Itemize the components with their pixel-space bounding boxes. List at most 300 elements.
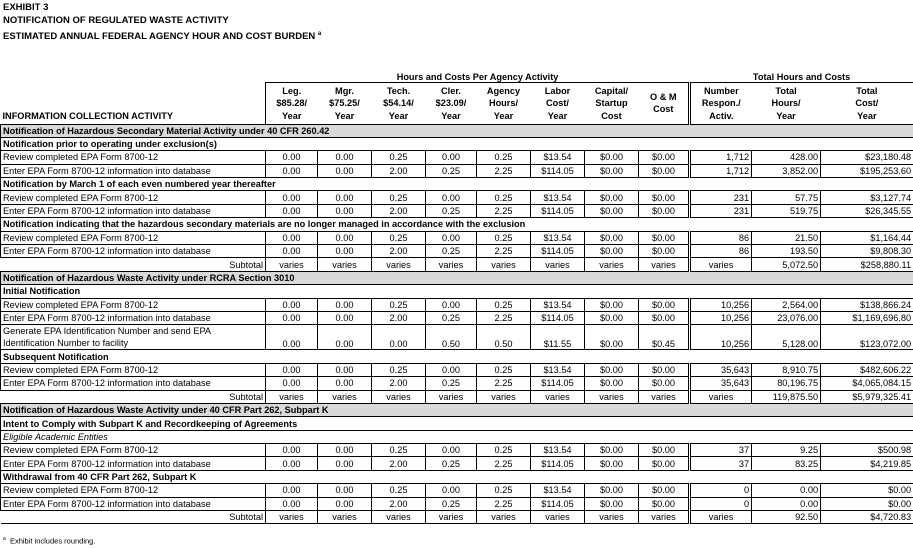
- cell-cler: 0.25: [426, 164, 477, 177]
- header-agency-hours: [477, 83, 531, 125]
- cell-tech: 0.25: [372, 231, 426, 244]
- cell-labor-cost: varies: [531, 511, 585, 524]
- cell-respondents: 35,643: [690, 377, 752, 390]
- cell-leg: varies: [266, 258, 318, 271]
- cell-total-cost: $4,219.85: [821, 457, 913, 470]
- cell-total-cost: $4,720.83: [821, 511, 913, 524]
- cell-total-hours: 9.25: [752, 444, 821, 457]
- cell-cler: 0.00: [426, 363, 477, 376]
- cell-capital-cost: $0.00: [585, 363, 639, 376]
- subtotal-label: Subtotal: [1, 511, 266, 524]
- cell-labor-cost: $13.54: [531, 191, 585, 204]
- header-line: Total: [775, 85, 797, 96]
- cell-agency-hours: 2.25: [477, 311, 531, 324]
- cell-mgr: varies: [318, 390, 372, 403]
- table-row: [1, 151, 913, 164]
- header-line: Cost/: [546, 98, 569, 108]
- section-label: Notification of Hazardous Secondary Material Activity under 40 CFR 260.42: [1, 124, 913, 137]
- cell-mgr: 0.00: [318, 164, 372, 177]
- subsection-row: [1, 285, 913, 298]
- header-column-row: [1, 83, 913, 125]
- cell-total-cost: $5,979,325.41: [821, 390, 913, 403]
- subsection-row: [1, 137, 913, 150]
- cell-om-cost: $0.45: [639, 325, 690, 350]
- cell-total-hours: 8,910.75: [752, 363, 821, 376]
- section-row: [1, 271, 913, 284]
- cell-total-cost: $1,164.44: [821, 231, 913, 244]
- header-total-hours: [752, 83, 821, 125]
- subsection-label: Withdrawal from 40 CFR Part 262, Subpart K: [1, 470, 913, 483]
- category-row: [1, 430, 913, 443]
- cell-leg: 0.00: [266, 231, 318, 244]
- header-respondents: [690, 83, 752, 125]
- subsection-label: Intent to Comply with Subpart K and Recordkeeping of Agreements: [1, 417, 913, 430]
- activity-label: Enter EPA Form 8700-12 information into database: [1, 311, 266, 324]
- table-row: [1, 444, 913, 457]
- cell-tech: 0.25: [372, 298, 426, 311]
- header-line: $85.28/: [276, 98, 308, 108]
- cell-respondents: 1,712: [690, 151, 752, 164]
- activity-label: Review completed EPA Form 8700-12: [1, 151, 266, 164]
- header-line: Mgr.: [335, 85, 354, 96]
- cell-mgr: 0.00: [318, 311, 372, 324]
- subsection-label: Notification by March 1 of each even numbered year thereafter: [1, 178, 913, 191]
- cell-leg: 0.00: [266, 164, 318, 177]
- cell-om-cost: $0.00: [639, 298, 690, 311]
- header-tech: [372, 83, 426, 125]
- header-line: Year: [282, 110, 302, 121]
- cell-om-cost: $0.00: [639, 497, 690, 510]
- cell-mgr: 0.00: [318, 298, 372, 311]
- cell-total-cost: $482,606.22: [821, 363, 913, 376]
- header-line: Year: [547, 110, 568, 121]
- cell-mgr: varies: [318, 511, 372, 524]
- cell-respondents: 10,256: [690, 298, 752, 311]
- cell-labor-cost: $13.54: [531, 363, 585, 376]
- cell-capital-cost: $0.00: [585, 457, 639, 470]
- header-labor-cost: [531, 83, 585, 125]
- header-line: Tech.: [386, 85, 411, 96]
- burden-table: [0, 68, 913, 524]
- cell-om-cost: $0.00: [639, 204, 690, 217]
- cell-respondents: varies: [690, 511, 752, 524]
- activity-label: Review completed EPA Form 8700-12: [1, 363, 266, 376]
- header-line: Startup: [595, 98, 628, 108]
- activity-label: Generate EPA Identification Number and send EPA Identification Number to facility: [1, 325, 266, 350]
- table-row: [1, 377, 913, 390]
- footnote: [3, 536, 95, 546]
- header-line: O & M: [650, 91, 677, 102]
- cell-respondents: varies: [690, 258, 752, 271]
- header-line: Number: [703, 85, 739, 96]
- cell-tech: varies: [372, 258, 426, 271]
- cell-labor-cost: $13.54: [531, 231, 585, 244]
- cell-total-cost: $26,345.55: [821, 204, 913, 217]
- cell-cler: varies: [426, 258, 477, 271]
- cell-agency-hours: 0.50: [477, 325, 531, 350]
- header-line: Year: [857, 110, 877, 121]
- cell-total-cost: $1,169,696.80: [821, 311, 913, 324]
- header-line: Hours/: [488, 98, 519, 108]
- cell-agency-hours: 0.25: [477, 298, 531, 311]
- cell-om-cost: $0.00: [639, 245, 690, 258]
- cell-mgr: 0.00: [318, 204, 372, 217]
- cell-agency-hours: 2.25: [477, 245, 531, 258]
- cell-labor-cost: $114.05: [531, 497, 585, 510]
- cell-capital-cost: $0.00: [585, 164, 639, 177]
- subsection-label: Notification indicating that the hazardous secondary materials are no longer managed in accordance with the exclusion: [1, 218, 913, 231]
- header-line: Respon./: [701, 98, 741, 108]
- cell-leg: 0.00: [266, 311, 318, 324]
- cell-capital-cost: $0.00: [585, 151, 639, 164]
- cell-leg: 0.00: [266, 325, 318, 350]
- cell-labor-cost: $13.54: [531, 444, 585, 457]
- cell-capital-cost: varies: [585, 390, 639, 403]
- cell-labor-cost: $11.55: [531, 325, 585, 350]
- cell-agency-hours: 0.25: [477, 363, 531, 376]
- cell-total-hours: 428.00: [752, 151, 821, 164]
- cell-agency-hours: 0.25: [477, 484, 531, 497]
- table-row: [1, 245, 913, 258]
- cell-cler: 0.25: [426, 497, 477, 510]
- table-row: [1, 231, 913, 244]
- cell-cler: 0.50: [426, 325, 477, 350]
- cell-agency-hours: 0.25: [477, 444, 531, 457]
- cell-total-cost: $195,253.60: [821, 164, 913, 177]
- cell-cler: 0.00: [426, 191, 477, 204]
- cell-respondents: 1,712: [690, 164, 752, 177]
- subtotal-label: Subtotal: [1, 390, 266, 403]
- cell-leg: 0.00: [266, 484, 318, 497]
- cell-total-hours: 0.00: [752, 484, 821, 497]
- cell-total-cost: $23,180.48: [821, 151, 913, 164]
- cell-agency-hours: 2.25: [477, 497, 531, 510]
- cell-total-hours: 5,072.50: [752, 258, 821, 271]
- cell-tech: 0.25: [372, 363, 426, 376]
- header-group-row: [1, 68, 913, 83]
- cell-mgr: 0.00: [318, 444, 372, 457]
- table-row: [1, 497, 913, 510]
- subsection-row: [1, 218, 913, 231]
- header-om-cost: [639, 83, 690, 125]
- cell-cler: 0.00: [426, 298, 477, 311]
- cell-om-cost: $0.00: [639, 457, 690, 470]
- cell-mgr: 0.00: [318, 457, 372, 470]
- cell-cler: 0.25: [426, 377, 477, 390]
- cell-capital-cost: $0.00: [585, 204, 639, 217]
- cell-respondents: 86: [690, 231, 752, 244]
- cell-total-cost: $4,065,084.15: [821, 377, 913, 390]
- cell-respondents: 37: [690, 457, 752, 470]
- cell-leg: 0.00: [266, 457, 318, 470]
- cell-cler: 0.25: [426, 204, 477, 217]
- cell-om-cost: varies: [639, 390, 690, 403]
- cell-respondents: 231: [690, 191, 752, 204]
- header-line: Year: [493, 110, 514, 121]
- subtotal-row: [1, 258, 913, 271]
- cell-leg: 0.00: [266, 191, 318, 204]
- cell-total-hours: 193.50: [752, 245, 821, 258]
- cell-respondents: 86: [690, 245, 752, 258]
- cell-agency-hours: 2.25: [477, 164, 531, 177]
- cell-labor-cost: $13.54: [531, 298, 585, 311]
- cell-cler: 0.00: [426, 484, 477, 497]
- cell-total-cost: $0.00: [821, 484, 913, 497]
- cell-mgr: 0.00: [318, 363, 372, 376]
- header-capital-cost: [585, 83, 639, 125]
- cell-respondents: 10,256: [690, 311, 752, 324]
- cell-leg: 0.00: [266, 204, 318, 217]
- table-row: [1, 457, 913, 470]
- cell-mgr: 0.00: [318, 484, 372, 497]
- cell-om-cost: $0.00: [639, 164, 690, 177]
- header-total-cost: [821, 83, 913, 125]
- cell-labor-cost: $13.54: [531, 151, 585, 164]
- cell-cler: varies: [426, 390, 477, 403]
- cell-om-cost: varies: [639, 258, 690, 271]
- cell-capital-cost: $0.00: [585, 444, 639, 457]
- cell-cler: 0.00: [426, 444, 477, 457]
- table-row: [1, 204, 913, 217]
- cell-labor-cost: $114.05: [531, 311, 585, 324]
- cell-tech: 0.25: [372, 484, 426, 497]
- cell-labor-cost: $114.05: [531, 245, 585, 258]
- table-row: [1, 311, 913, 324]
- header-line: $75.25/: [329, 98, 360, 108]
- cell-total-hours: 2,564.00: [752, 298, 821, 311]
- cell-respondents: varies: [690, 390, 752, 403]
- table-row: [1, 164, 913, 177]
- cell-leg: varies: [266, 390, 318, 403]
- cell-capital-cost: varies: [585, 258, 639, 271]
- cell-mgr: 0.00: [318, 191, 372, 204]
- document-subtitle: [3, 29, 321, 42]
- header-line: Year: [441, 110, 461, 121]
- cell-capital-cost: $0.00: [585, 377, 639, 390]
- cell-cler: 0.00: [426, 231, 477, 244]
- table-body: [1, 124, 913, 524]
- header-line: $23.09/: [435, 98, 467, 108]
- subtotal-row: [1, 390, 913, 403]
- cell-total-cost: $0.00: [821, 497, 913, 510]
- cell-tech: 0.25: [372, 191, 426, 204]
- header-line: Year: [388, 110, 409, 121]
- header-line: Year: [776, 110, 796, 121]
- cell-total-cost: $123,072.00: [821, 325, 913, 350]
- header-line: Cler.: [441, 85, 461, 96]
- header-group-totals: Total Hours and Costs: [690, 68, 913, 83]
- cell-capital-cost: $0.00: [585, 298, 639, 311]
- cell-om-cost: $0.00: [639, 484, 690, 497]
- cell-tech: 0.25: [372, 151, 426, 164]
- cell-om-cost: $0.00: [639, 444, 690, 457]
- cell-mgr: 0.00: [318, 231, 372, 244]
- cell-om-cost: $0.00: [639, 311, 690, 324]
- section-label: Notification of Hazardous Waste Activity under 40 CFR Part 262, Subpart K: [1, 403, 913, 416]
- cell-total-hours: 5,128.00: [752, 325, 821, 350]
- table-row: [1, 325, 913, 350]
- cell-tech: 2.00: [372, 457, 426, 470]
- cell-agency-hours: 2.25: [477, 457, 531, 470]
- activity-label: Enter EPA Form 8700-12 information into database: [1, 457, 266, 470]
- cell-tech: varies: [372, 511, 426, 524]
- cell-labor-cost: $114.05: [531, 377, 585, 390]
- activity-label: Review completed EPA Form 8700-12: [1, 484, 266, 497]
- cell-capital-cost: $0.00: [585, 497, 639, 510]
- cell-total-cost: $258,880.11: [821, 258, 913, 271]
- subsection-label: Notification prior to operating under exclusion(s): [1, 137, 913, 150]
- header-line: $54.14/: [383, 98, 414, 108]
- cell-total-hours: 0.00: [752, 497, 821, 510]
- cell-capital-cost: $0.00: [585, 245, 639, 258]
- cell-tech: 2.00: [372, 204, 426, 217]
- activity-label: Enter EPA Form 8700-12 information into database: [1, 204, 266, 217]
- cell-leg: 0.00: [266, 151, 318, 164]
- cell-tech: 2.00: [372, 311, 426, 324]
- exhibit-label: EXHIBIT 3: [3, 2, 49, 13]
- cell-labor-cost: $13.54: [531, 484, 585, 497]
- table-row: [1, 484, 913, 497]
- header-line: Cost: [601, 110, 622, 121]
- activity-label: Enter EPA Form 8700-12 information into database: [1, 497, 266, 510]
- cell-leg: 0.00: [266, 497, 318, 510]
- cell-capital-cost: $0.00: [585, 191, 639, 204]
- activity-label: Review completed EPA Form 8700-12: [1, 231, 266, 244]
- category-label: Eligible Academic Entities: [1, 430, 913, 443]
- cell-total-hours: 57.75: [752, 191, 821, 204]
- cell-total-hours: 80,196.75: [752, 377, 821, 390]
- subsection-row: [1, 350, 913, 363]
- cell-tech: varies: [372, 390, 426, 403]
- cell-leg: 0.00: [266, 363, 318, 376]
- cell-agency-hours: 2.25: [477, 377, 531, 390]
- cell-total-hours: 92.50: [752, 511, 821, 524]
- activity-label: Enter EPA Form 8700-12 information into database: [1, 377, 266, 390]
- footnote-text: Exhibit includes rounding.: [9, 536, 96, 546]
- cell-labor-cost: varies: [531, 258, 585, 271]
- subtitle-footnote-mark: a: [317, 31, 322, 37]
- cell-mgr: 0.00: [318, 377, 372, 390]
- cell-leg: varies: [266, 511, 318, 524]
- table-row: [1, 363, 913, 376]
- header-line: Hours/: [771, 98, 801, 108]
- cell-agency-hours: 0.25: [477, 151, 531, 164]
- cell-labor-cost: $114.05: [531, 457, 585, 470]
- cell-respondents: 0: [690, 497, 752, 510]
- header-line: Cost/: [855, 98, 879, 108]
- subsection-label: Initial Notification: [1, 285, 913, 298]
- subsection-row: [1, 417, 913, 430]
- cell-cler: 0.25: [426, 311, 477, 324]
- cell-cler: 0.25: [426, 245, 477, 258]
- cell-agency-hours: varies: [477, 511, 531, 524]
- cell-capital-cost: $0.00: [585, 231, 639, 244]
- cell-capital-cost: $0.00: [585, 311, 639, 324]
- cell-tech: 0.00: [372, 325, 426, 350]
- cell-agency-hours: varies: [477, 390, 531, 403]
- footnote-mark: a: [3, 536, 6, 542]
- subtotal-row: [1, 511, 913, 524]
- cell-total-cost: $3,127.74: [821, 191, 913, 204]
- cell-mgr: varies: [318, 258, 372, 271]
- cell-agency-hours: 0.25: [477, 191, 531, 204]
- cell-agency-hours: 2.25: [477, 204, 531, 217]
- cell-total-hours: 83.25: [752, 457, 821, 470]
- cell-agency-hours: 0.25: [477, 231, 531, 244]
- cell-mgr: 0.00: [318, 151, 372, 164]
- cell-tech: 2.00: [372, 245, 426, 258]
- cell-total-hours: 119,875.50: [752, 390, 821, 403]
- cell-respondents: 10,256: [690, 325, 752, 350]
- cell-total-hours: 21.50: [752, 231, 821, 244]
- subsection-label: Subsequent Notification: [1, 350, 913, 363]
- activity-label: Review completed EPA Form 8700-12: [1, 444, 266, 457]
- cell-total-hours: 519.75: [752, 204, 821, 217]
- cell-total-cost: $500.98: [821, 444, 913, 457]
- cell-respondents: 37: [690, 444, 752, 457]
- section-row: [1, 403, 913, 416]
- cell-leg: 0.00: [266, 444, 318, 457]
- cell-om-cost: varies: [639, 511, 690, 524]
- activity-label: Enter EPA Form 8700-12 information into database: [1, 245, 266, 258]
- table-row: [1, 191, 913, 204]
- header-line: Capital/: [594, 85, 629, 96]
- cell-om-cost: $0.00: [639, 231, 690, 244]
- cell-agency-hours: varies: [477, 258, 531, 271]
- cell-total-cost: $138,866.24: [821, 298, 913, 311]
- header-group-per-activity: Hours and Costs Per Agency Activity: [266, 68, 690, 83]
- subtotal-label: Subtotal: [1, 258, 266, 271]
- activity-label: Review completed EPA Form 8700-12: [1, 298, 266, 311]
- activity-label: Enter EPA Form 8700-12 information into database: [1, 164, 266, 177]
- cell-leg: 0.00: [266, 377, 318, 390]
- cell-om-cost: $0.00: [639, 377, 690, 390]
- header-line: Total: [856, 85, 878, 96]
- cell-capital-cost: varies: [585, 511, 639, 524]
- cell-om-cost: $0.00: [639, 191, 690, 204]
- header-line: Labor: [544, 85, 571, 96]
- header-activity: INFORMATION COLLECTION ACTIVITY: [2, 111, 173, 121]
- cell-mgr: 0.00: [318, 325, 372, 350]
- cell-respondents: 35,643: [690, 363, 752, 376]
- cell-om-cost: $0.00: [639, 363, 690, 376]
- cell-respondents: 231: [690, 204, 752, 217]
- cell-mgr: 0.00: [318, 497, 372, 510]
- cell-leg: 0.00: [266, 245, 318, 258]
- cell-labor-cost: $114.05: [531, 204, 585, 217]
- cell-tech: 0.25: [372, 444, 426, 457]
- section-label: Notification of Hazardous Waste Activity under RCRA Section 3010: [1, 271, 913, 284]
- document-title: NOTIFICATION OF REGULATED WASTE ACTIVITY: [3, 15, 229, 26]
- cell-cler: 0.00: [426, 151, 477, 164]
- subtitle-text: ESTIMATED ANNUAL FEDERAL AGENCY HOUR AND COST BURDEN: [3, 31, 316, 43]
- cell-total-hours: 23,076.00: [752, 311, 821, 324]
- cell-tech: 2.00: [372, 164, 426, 177]
- cell-labor-cost: $114.05: [531, 164, 585, 177]
- section-row: [1, 124, 913, 137]
- cell-om-cost: $0.00: [639, 151, 690, 164]
- subsection-row: [1, 178, 913, 191]
- header-line: Leg.: [282, 85, 302, 96]
- cell-labor-cost: varies: [531, 390, 585, 403]
- cell-capital-cost: $0.00: [585, 325, 639, 350]
- header-leg: [266, 83, 318, 125]
- table-row: [1, 298, 913, 311]
- cell-mgr: 0.00: [318, 245, 372, 258]
- header-mgr: [318, 83, 372, 125]
- cell-leg: 0.00: [266, 298, 318, 311]
- cell-cler: varies: [426, 511, 477, 524]
